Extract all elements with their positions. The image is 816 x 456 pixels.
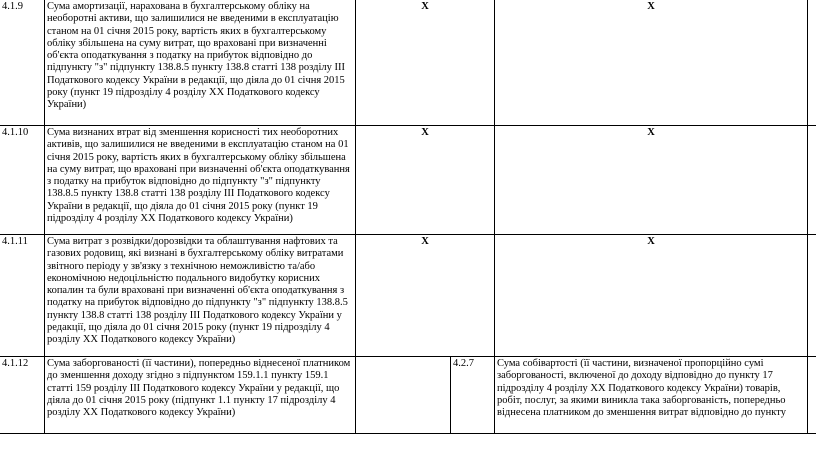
not-applicable-mark: X	[356, 0, 495, 126]
row-description: Сума заборгованості (її частини), попередньо віднесеної платником до зменшення доходу згідно з підпунктом 159.1.1 пункту 159.1 статті 159 розділу ІІІ Податкового кодексу України у редакції, що діяла до 01 січня 2015 року (підпункт 1.1 пункту 17 підрозділу 4 розділу ХХ Податкового кодексу України)	[45, 357, 356, 434]
empty-cell	[808, 126, 816, 235]
not-applicable-mark: X	[356, 126, 495, 235]
not-applicable-mark: X	[495, 0, 808, 126]
empty-cell	[808, 235, 816, 357]
row-code: 4.1.11	[0, 235, 45, 357]
not-applicable-mark: X	[495, 235, 808, 357]
row-description: Сума витрат з розвідки/дорозвідки та облаштування нафтових та газових родовищ, які визнані в бухгалтерському обліку витратами звітного періоду у зв'язку з технічною неможливістю та/або економічною недоцільністю подального видобутку корисних копалин та були враховані при визначенні об'єкта оподаткування з податку на прибуток відповідно до підпункту "з" підпункту 138.8.5 пункту 138.8 статті 138 розділу ІІІ Податкового кодексу України у редакції, що діяла до 01 січня 2015 року (пункт 19 підрозділу 4 розділу ХХ Податкового кодексу України)	[45, 235, 356, 357]
not-applicable-mark: X	[495, 126, 808, 235]
row-description-secondary: Сума собівартості (її частини, визначеної пропорційно сумі заборгованості, включеної до доходу відповідно до пункту 17 підрозділу 4 розділу ХХ Податкового кодексу України) товарів, робіт, послуг, за якими виникла така заборгованість, попередньо віднесена платником до зменшення витрат відповідно до пункту	[495, 357, 808, 434]
row-description: Сума визнаних втрат від зменшення корисності тих необоротних активів, що залишилися не введеними в експлуатацію станом на 01 січня 2015 року, вартість яких в бухгалтерському обліку збільшена на суму витрат, що враховані при визначенні об'єкта оподаткування з податку на прибуток відповідно до підпункту "з" підпункту 138.8.5 пункту 138.8 статті 138 розділу ІІІ Податкового кодексу України в редакції, що діяла до 01 січня 2015 року (пункт 19 підрозділу 4 розділу ХХ Податкового кодексу України)	[45, 126, 356, 235]
row-code: 4.1.9	[0, 0, 45, 126]
empty-cell	[808, 0, 816, 126]
table-row	[0, 0, 816, 126]
not-applicable-mark: X	[356, 235, 495, 357]
empty-cell	[808, 357, 816, 434]
row-code: 4.1.10	[0, 126, 45, 235]
table-row	[0, 126, 816, 235]
row-description: Сума амортизації, нарахована в бухгалтерському обліку на необоротні активи, що залишилися не введеними в експлуатацію станом на 01 січня 2015 року, вартість яких в бухгалтерському обліку збільшена на суму витрат, що враховані при визначенні об'єкта оподаткування з податку на прибуток відповідно до підпункту "з" підпункту 138.8.5 пункту 138.8 статті 138 розділу ІІІ Податкового кодексу України в редакції, що діяла до 01 січня 2015 року (пункт 19 підрозділу 4 розділу ХХ Податкового кодексу України)	[45, 0, 356, 126]
table-row	[0, 357, 816, 434]
row-code-secondary: 4.2.7	[451, 357, 495, 434]
row-code: 4.1.12	[0, 357, 45, 434]
empty-cell	[356, 357, 451, 434]
table-row	[0, 235, 816, 357]
